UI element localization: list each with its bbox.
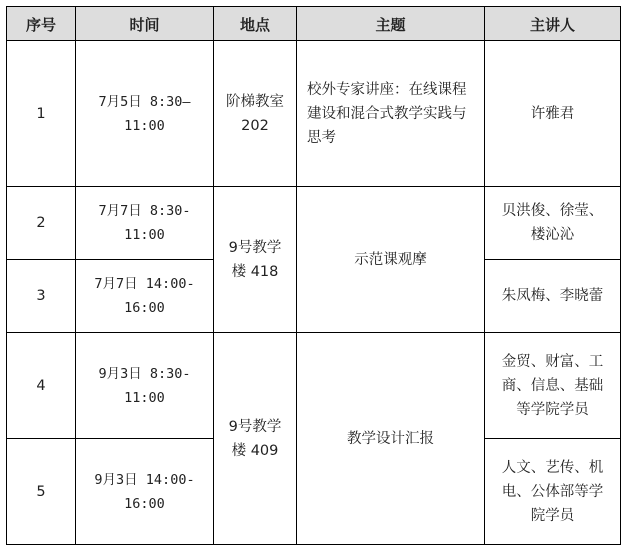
index-cell: 3: [7, 260, 76, 333]
time-cell: [76, 439, 214, 545]
table-row: [7, 41, 621, 187]
topic-cell: 示范课观摩: [297, 187, 485, 333]
time-cell: [76, 333, 214, 439]
header-location: 地点: [214, 7, 297, 41]
index-cell: 1: [7, 41, 76, 187]
index-cell: 4: [7, 333, 76, 439]
table-row: [7, 333, 621, 439]
topic-cell: 教学设计汇报: [297, 333, 485, 545]
topic-cell: [297, 41, 485, 187]
time-text: 7月7日 8:30-11:00: [98, 203, 191, 243]
location-cell: 9号教学楼 409: [214, 333, 297, 545]
table-row: [7, 187, 621, 260]
time-text: 7月5日 8:30—11:00: [98, 93, 191, 134]
time-cell: [76, 187, 214, 260]
time-cell: [76, 41, 214, 187]
table-header-row: [7, 7, 621, 41]
header-index: 序号: [7, 7, 76, 41]
header-topic: 主题: [297, 7, 485, 41]
speaker-cell: 朱凤梅、李晓蕾: [485, 260, 621, 333]
index-cell: 2: [7, 187, 76, 260]
time-text: 7月7日 14:00-16:00: [94, 276, 195, 316]
time-cell: [76, 260, 214, 333]
time-text: 9月3日 14:00-16:00: [94, 471, 195, 512]
speaker-cell: 贝洪俊、徐莹、楼沁沁: [485, 187, 621, 260]
location-cell: 9号教学楼 418: [214, 187, 297, 333]
schedule-table: [6, 6, 621, 545]
topic-text: 校外专家讲座：在线课程建设和混合式教学实践与思考: [307, 81, 467, 146]
header-time: 时间: [76, 7, 214, 41]
header-speaker: 主讲人: [485, 7, 621, 41]
speaker-cell: 许雅君: [485, 41, 621, 187]
speaker-cell: 人文、艺传、机电、公体部等学院学员: [485, 439, 621, 545]
speaker-cell: 金贸、财富、工商、信息、基础等学院学员: [485, 333, 621, 439]
index-cell: 5: [7, 439, 76, 545]
time-text: 9月3日 8:30-11:00: [98, 365, 191, 406]
location-cell: 阶梯教室 202: [214, 41, 297, 187]
